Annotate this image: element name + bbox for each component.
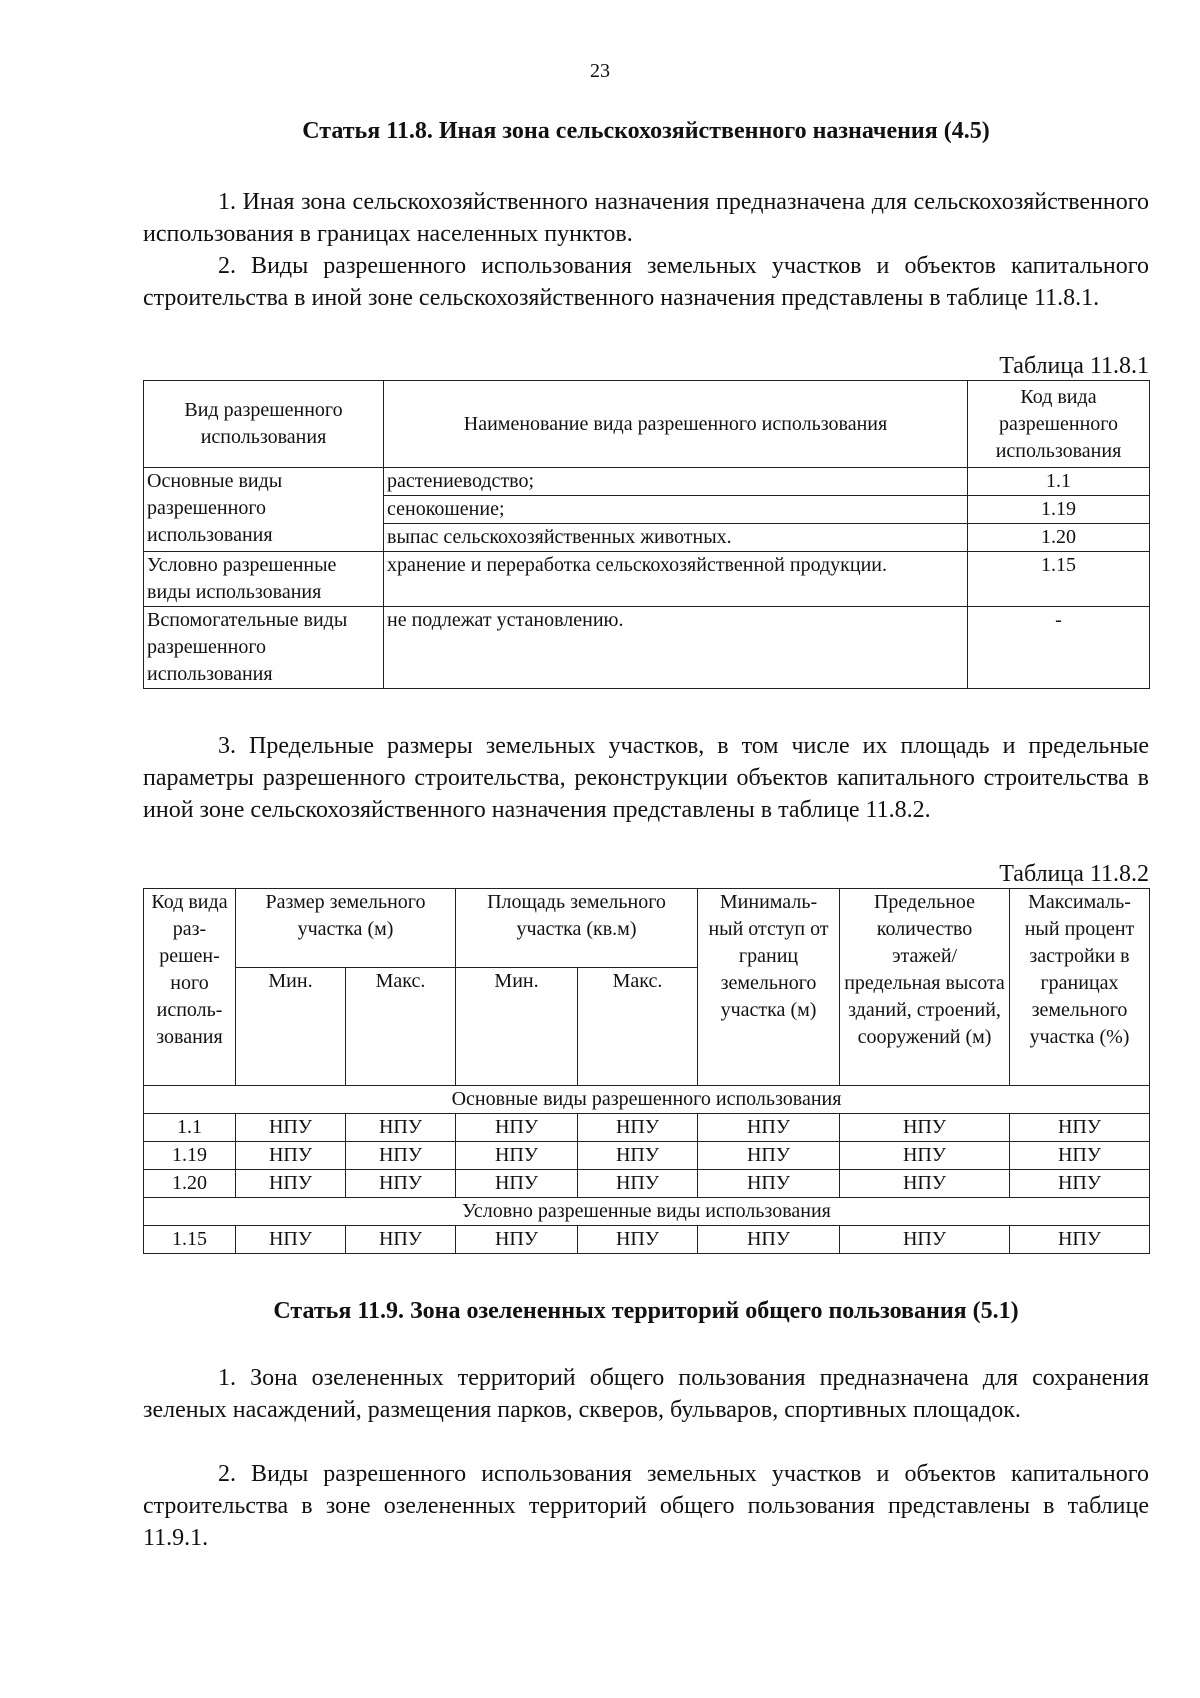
value-cell: НПУ xyxy=(578,1170,698,1198)
table-header-row xyxy=(144,889,1150,968)
value-cell: НПУ xyxy=(578,1142,698,1170)
value-cell: НПУ xyxy=(698,1170,840,1198)
value-cell: НПУ xyxy=(840,1170,1010,1198)
article-11-9-paragraph-2: 2. Виды разрешенного использования земельных участков и объектов капитального строительства в зоне озелененных территорий общего пользования представлены в таблице 11.9.1. xyxy=(143,1461,1149,1551)
header-cell: Минималь- ный отступ от границ земельного участка (м) xyxy=(698,889,840,1086)
use-name-cell: растениеводство; xyxy=(384,468,968,496)
table-row xyxy=(144,1142,1150,1170)
value-cell: НПУ xyxy=(1010,1226,1150,1254)
use-code-cell: 1.1 xyxy=(968,468,1150,496)
header-cell: Макс. xyxy=(346,968,456,1086)
value-cell: НПУ xyxy=(698,1226,840,1254)
table-11-8-2 xyxy=(143,888,1150,1254)
use-code-cell: 1.19 xyxy=(968,496,1150,524)
article-11-8-paragraph-1: 1. Иная зона сельскохозяйственного назначения предназначена для сельскохозяйственного использования в границах населенных пунктов. xyxy=(143,189,1149,247)
article-11-9-heading: Статья 11.9. Зона озелененных территорий общего пользования (5.1) xyxy=(273,1298,1019,1324)
group-label-cell: Условно разрешенные виды использования xyxy=(144,552,384,607)
section-label: Основные виды разрешенного использования xyxy=(144,1086,1150,1114)
value-cell: НПУ xyxy=(840,1142,1010,1170)
value-cell: НПУ xyxy=(578,1226,698,1254)
header-cell: Код вида раз- решен- ного исполь- зования xyxy=(144,889,236,1086)
table-11-8-1 xyxy=(143,380,1150,689)
value-cell: НПУ xyxy=(840,1114,1010,1142)
article-11-8-paragraph-3: 3. Предельные размеры земельных участков, в том числе их площадь и предельные параметры разрешенного строительства, реконструкции объектов капитального строительства в иной зоне сельскохозяйственного назначения представлены в таблице 11.8.2. xyxy=(143,733,1149,823)
header-cell: Наименование вида разрешенного использования xyxy=(384,381,968,468)
value-cell: НПУ xyxy=(346,1114,456,1142)
table-row xyxy=(144,607,1150,689)
use-name-cell: хранение и переработка сельскохозяйственной продукции. xyxy=(384,552,968,607)
value-cell: НПУ xyxy=(236,1142,346,1170)
value-cell: НПУ xyxy=(1010,1114,1150,1142)
value-cell: НПУ xyxy=(456,1142,578,1170)
table-row xyxy=(144,1114,1150,1142)
header-cell: Мин. xyxy=(456,968,578,1086)
article-11-8-heading: Статья 11.8. Иная зона сельскохозяйственного назначения (4.5) xyxy=(302,118,990,144)
article-11-8-paragraph-2: 2. Виды разрешенного использования земельных участков и объектов капитального строительства в иной зоне сельскохозяйственного назначения представлены в таблице 11.8.1. xyxy=(143,253,1149,311)
header-cell: Вид разрешенного использования xyxy=(144,381,384,468)
use-name-cell: не подлежат установлению. xyxy=(384,607,968,689)
use-name-cell: сенокошение; xyxy=(384,496,968,524)
value-cell: НПУ xyxy=(236,1170,346,1198)
value-cell: НПУ xyxy=(1010,1170,1150,1198)
value-cell: НПУ xyxy=(698,1114,840,1142)
value-cell: НПУ xyxy=(456,1226,578,1254)
article-11-9-paragraph-1: 1. Зона озелененных территорий общего пользования предназначена для сохранения зеленых насаждений, размещения парков, скверов, бульваров, спортивных площадок. xyxy=(143,1365,1149,1423)
table-header-row xyxy=(144,381,1150,468)
code-cell: 1.15 xyxy=(144,1226,236,1254)
header-cell: Максималь- ный процент застройки в границах земельного участка (%) xyxy=(1010,889,1150,1086)
group-label-cell: Вспомогательные виды разрешенного использования xyxy=(144,607,384,689)
header-cell: Код вида разрешенного использования xyxy=(968,381,1150,468)
value-cell: НПУ xyxy=(236,1226,346,1254)
header-cell: Предельное количество этажей/ предельная высота зданий, строений, сооружений (м) xyxy=(840,889,1010,1086)
value-cell: НПУ xyxy=(698,1142,840,1170)
value-cell: НПУ xyxy=(1010,1142,1150,1170)
code-cell: 1.20 xyxy=(144,1170,236,1198)
value-cell: НПУ xyxy=(578,1114,698,1142)
group-label-cell: Основные виды разрешенного использования xyxy=(144,468,384,552)
section-row xyxy=(144,1198,1150,1226)
code-cell: 1.19 xyxy=(144,1142,236,1170)
value-cell: НПУ xyxy=(840,1226,1010,1254)
table-row xyxy=(144,468,1150,496)
table-11-8-1-caption: Таблица 11.8.1 xyxy=(999,353,1149,379)
use-code-cell: 1.15 xyxy=(968,552,1150,607)
table-row xyxy=(144,552,1150,607)
code-cell: 1.1 xyxy=(144,1114,236,1142)
value-cell: НПУ xyxy=(346,1226,456,1254)
section-label: Условно разрешенные виды использования xyxy=(144,1198,1150,1226)
table-11-8-2-caption: Таблица 11.8.2 xyxy=(999,861,1149,887)
header-cell: Площадь земельного участка (кв.м) xyxy=(456,889,698,968)
page-number: 23 xyxy=(590,60,610,82)
header-cell: Размер земельного участка (м) xyxy=(236,889,456,968)
value-cell: НПУ xyxy=(346,1170,456,1198)
table-row xyxy=(144,1226,1150,1254)
table-row xyxy=(144,1170,1150,1198)
section-row xyxy=(144,1086,1150,1114)
value-cell: НПУ xyxy=(346,1142,456,1170)
header-cell: Макс. xyxy=(578,968,698,1086)
use-code-cell: 1.20 xyxy=(968,524,1150,552)
use-code-cell: - xyxy=(968,607,1150,689)
header-cell: Мин. xyxy=(236,968,346,1086)
use-name-cell: выпас сельскохозяйственных животных. xyxy=(384,524,968,552)
value-cell: НПУ xyxy=(456,1170,578,1198)
value-cell: НПУ xyxy=(456,1114,578,1142)
value-cell: НПУ xyxy=(236,1114,346,1142)
